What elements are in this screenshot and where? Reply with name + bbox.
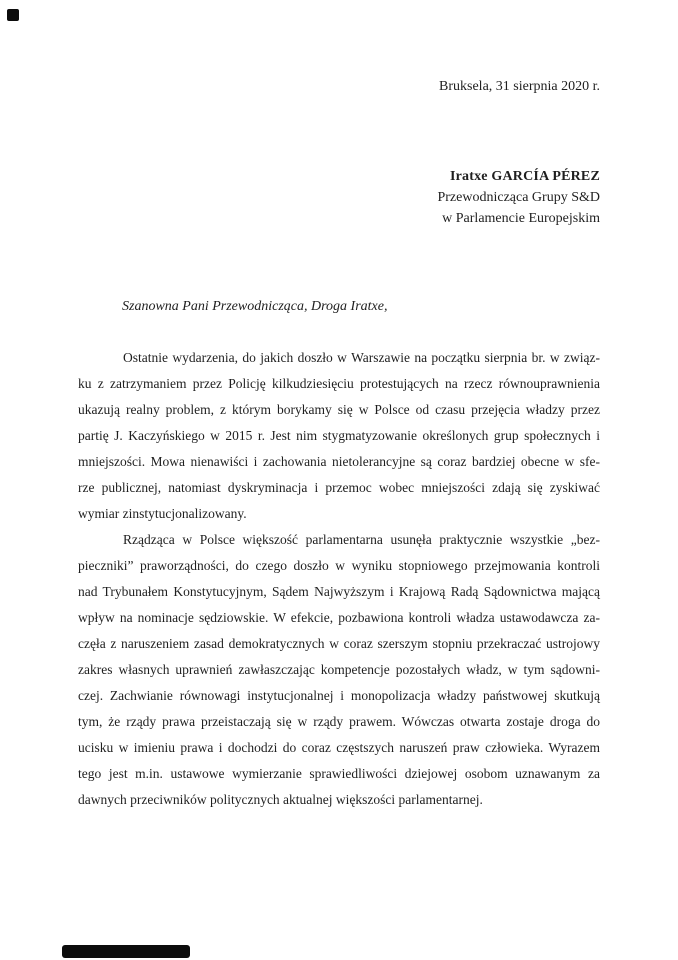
letter-line: tym, że rządy prawa przeistaczają się w rządy prawem. Wówczas otwarta zostaje droga do [78,714,600,729]
letter-line: Rządząca w Polsce większość parlamentarna usunęła praktycznie wszystkie „bez- [123,532,600,547]
letter-line: mniejszości. Mowa nienawiści i zachowania nietolerancyjne są coraz bardziej obecne w sfe- [78,454,600,469]
letter-line: ukazują realny problem, z którym borykamy się w Polsce od czasu przejęcia władzy przez [78,402,600,417]
letter-line: dawnych przeciwników politycznych aktualnej większości parlamentarnej. [78,792,483,807]
recipient-block [437,166,600,229]
recipient-org: w Parlamencie Europejskim [442,211,600,226]
letter-line: partię J. Kaczyńskiego w 2015 r. Jest nim stygmatyzowanie określonych grup społecznych i [78,428,600,443]
letter-line: czej. Zachwianie równowagi instytucjonalnej i monopolizacja władzy państwowej skutkują [78,688,600,703]
letter-line: wymiar zinstytucjonalizowany. [78,506,247,521]
letter-line: tego jest m.in. ustawowe wymierzanie sprawiedliwości dziejowej osobom uznawanym za [78,766,600,781]
letter-line: nad Trybunałem Konstytucyjnym, Sądem Najwyższym i Krajową Radą Sądownictwa mającą [78,584,600,599]
letter-body [78,345,600,813]
recipient-role: Przewodnicząca Grupy S&D [437,190,600,205]
letter-line: wpływ na nominacje sędziowskie. W efekcie, pozbawiona kontroli władza ustawodawcza za- [78,610,600,625]
letter-line: ucisku w imieniu prawa i dochodzi do coraz częstszych naruszeń praw człowieka. Wyrazem [78,740,600,755]
letter-line: pieczniki” praworządności, do czego doszło w wyniku stopniowego przejmowania kontroli [78,558,600,573]
letter-line: zakres własnych uprawnień zawłaszczając kompetencje pozostałych władz, w tym sądowni- [78,662,600,677]
letter-line: częła z naruszeniem zasad demokratycznych w coraz szerszym stopniu przekraczać ustrojowy [78,636,600,651]
recipient-name: Iratxe GARCÍA PÉREZ [449,169,600,184]
letter-line: ku z zatrzymaniem przez Policję kilkudziesięciu protestujących na rzecz równouprawnienia [78,376,600,391]
letter-line: rze publicznej, natomiast dyskryminacja i przemoc wobec mniejszości zdają się zyskiwać [78,480,600,495]
scan-artifact-top-left-mark [7,9,19,21]
dateline: Bruksela, 31 sierpnia 2020 r. [439,79,600,94]
scan-artifact-bottom-bar [62,945,190,958]
letter-line: Ostatnie wydarzenia, do jakich doszło w Warszawie na początku sierpnia br. w związ- [123,350,600,365]
salutation: Szanowna Pani Przewodnicząca, Droga Iratxe, [122,299,388,314]
